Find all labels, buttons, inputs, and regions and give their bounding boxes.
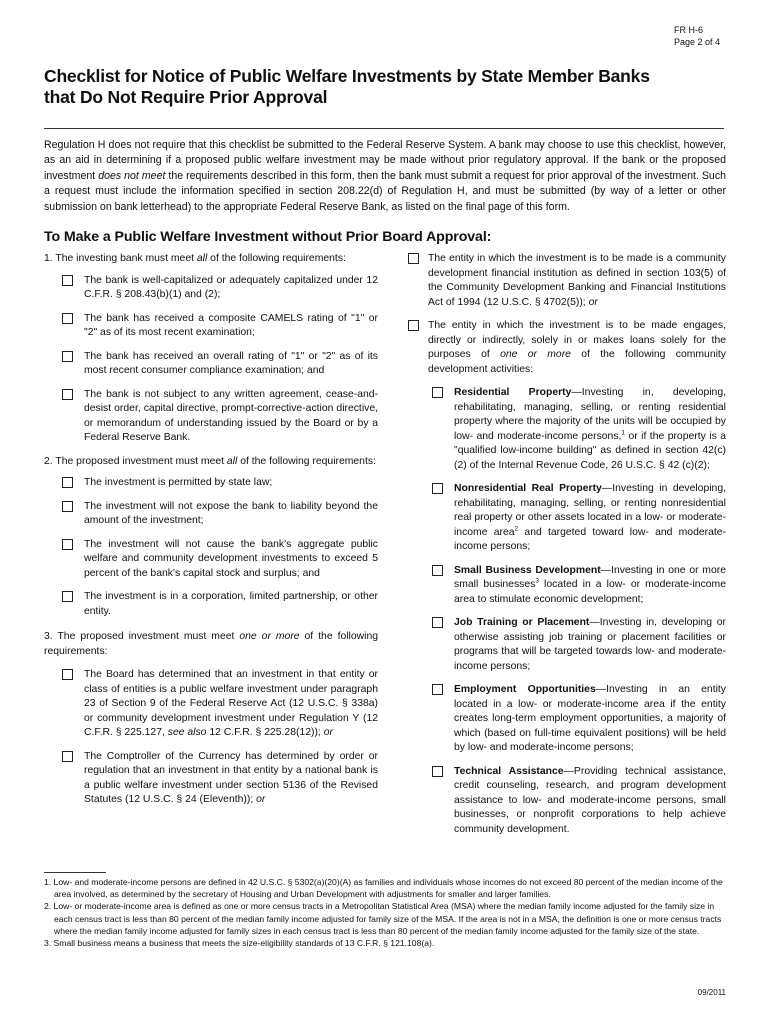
requirement-3 — [44, 630, 378, 659]
checklist-item — [404, 482, 726, 555]
req-text: The investing bank must meet — [55, 253, 197, 264]
item-text: The bank is not subject to any written agreement, cease-and-desist order, capital directive, prompt-corrective-action directive, or memorandum of understanding issued by the Board or by a Federal Reserve Bank. — [84, 388, 378, 443]
checkbox-capitalized[interactable] — [62, 275, 73, 286]
checklist-item — [404, 765, 726, 838]
item-text: The bank is well-capitalized or adequately capitalized under 12 C.F.R. § 208.43(b)(1) and (2); — [84, 274, 378, 300]
checkbox-entity[interactable] — [62, 591, 73, 602]
checkbox-liability[interactable] — [62, 501, 73, 512]
item-text: or if the property is a "qualified low-income building" as defined in section 42(c)(2) of the Internal Revenue Code, 26 U.S.C. § 42 (c)(2); — [454, 430, 726, 471]
item-text: —Investing in, developing or otherwise assisting job training or placement facilities or programs that will be targeted towards low- and moderate-income persons; — [454, 617, 726, 672]
item-text: 12 C.F.R. § 225.28(12)); — [206, 727, 324, 738]
form-identifier — [674, 24, 720, 48]
footnote-ref: 2 — [514, 525, 519, 533]
item-text: The investment will not expose the bank to liability beyond the amount of the investment; — [84, 500, 378, 526]
checklist-item — [404, 386, 726, 473]
checklist-item — [44, 312, 378, 341]
item-text: —Investing in an entity located in a low- or moderate-income area if the entity creates long-term employment opportunities, a majority of which (based on full-time equivalent positions) will be held by low- and moderate-income persons; — [454, 684, 726, 753]
item-text: —Investing in one or more small businesses — [454, 564, 726, 590]
item-text: of the following community development activities: — [428, 349, 727, 375]
item-text: The bank has received a composite CAMELS rating of "1" or "2" as of its most recent examination; — [84, 312, 378, 338]
footnote-divider — [44, 872, 106, 873]
checklist-item — [404, 319, 726, 377]
title-line-2: that Do Not Require Prior Approval — [44, 87, 328, 107]
footnote-3: 3. Small business means a business that meets the size-eligibility standards of 13 C.F.R. § 121.108(a). — [44, 938, 435, 949]
checkbox-employment[interactable] — [432, 684, 443, 695]
checklist-item — [44, 750, 378, 808]
requirement-2 — [44, 455, 378, 470]
checklist-item — [44, 350, 378, 379]
item-text: and targeted toward low- and moderate-income persons; — [454, 526, 727, 552]
checkbox-camels[interactable] — [62, 313, 73, 324]
intro-text-2: the requirements described in this form, then the bank must submit a request for prior approval of the investment. Such a request must include the information specified in section 208.22(d) of Regulation H, and must be submitted (by way of a letter or other submission on bank letterhead) to the appropriate Federal Reserve Bank, as listed on the final page of this form. — [44, 169, 727, 213]
item-title: Nonresidential Real Property — [454, 483, 602, 494]
item-text: The entity in which the investment is to be made engages, directly or indirectly, solely in or makes loans solely for the purposes of — [428, 320, 726, 360]
req-text: The proposed investment must meet — [57, 631, 240, 642]
checkbox-no-agreement[interactable] — [62, 389, 73, 400]
checklist-item — [44, 668, 378, 741]
checkbox-board-determined[interactable] — [62, 669, 73, 680]
item-title: Small Business Development — [454, 564, 601, 576]
left-column — [44, 252, 378, 808]
intro-paragraph — [44, 138, 726, 215]
item-text: The investment is in a corporation, limited partnership, or other entity. — [84, 591, 378, 617]
req-text: of the following requirements: — [237, 455, 376, 467]
checkbox-technical-assistance[interactable] — [432, 766, 443, 777]
form-code: FR H-6 — [673, 25, 703, 35]
item-text: located in a low- or moderate-income area to stimulate economic development; — [454, 579, 726, 605]
title-line-1: Checklist for Notice of Public Welfare Investments by State Member Banks — [44, 66, 650, 86]
form-date: 09/2011 — [697, 988, 726, 997]
footnotes — [44, 876, 728, 949]
req-number: 3. — [44, 631, 53, 642]
intro-text-1: Regulation H does not require that this checklist be submitted to the Federal Reserve System. A bank may choose to use this checklist, however, as an aid in determining if a proposed public welfare investment may be made without prior regulatory approval. If the bank or the proposed investment — [44, 139, 726, 182]
req-number: 2. — [44, 455, 53, 467]
checklist-item — [44, 388, 378, 446]
checkbox-small-business[interactable] — [432, 565, 443, 576]
req-text: of the following requirements: — [44, 631, 378, 657]
item-emphasis: one or more — [500, 349, 571, 360]
checkbox-community-development[interactable] — [408, 320, 419, 331]
req-number: 1. — [44, 253, 53, 264]
requirement-1 — [44, 252, 378, 267]
item-text: The investment will not cause the bank's aggregate public welfare and community development investments to exceed 5 percent of the bank's capital stock and surplus; and — [84, 538, 378, 579]
item-text: —Investing in developing, rehabilitating, managing, selling, or renting nonresidential real property or other assets located in a low- or moderate-income area — [454, 483, 726, 538]
checkbox-residential[interactable] — [432, 387, 443, 398]
checklist-item — [44, 274, 378, 303]
item-text: The entity in which the investment is to be made is a community development financial institution as defined in section 103(5) of the Community Development Banking and Financial Institutions Act of 1994 (12 U.S.C. § 4702(5)); — [428, 253, 726, 308]
title-divider — [44, 128, 724, 129]
checklist-item — [404, 616, 726, 674]
checkbox-job-training[interactable] — [432, 617, 443, 628]
item-text: —Providing technical assistance, credit counseling, research, and program development assistance to low- and moderate-income persons, small businesses, or nonprofit corporations to help achieve community development. — [454, 765, 726, 835]
item-text: The bank has received an overall rating of "1" or "2" as of its most recent consumer compliance examination; and — [84, 350, 378, 376]
checkbox-nonresidential[interactable] — [432, 483, 443, 494]
req-emphasis: all — [196, 253, 208, 264]
footnote-1: 1. Low- and moderate-income persons are defined in 42 U.S.C. § 5302(a)(20)(A) as families and individuals whose incomes do not exceed 80 percent of the median income of the area involved, as determined by the secretary of Housing and Urban Development with adjustments for smaller and larger families. — [44, 877, 723, 900]
intro-emphasis: does not meet — [98, 169, 166, 182]
req-text: The proposed investment must meet — [55, 455, 227, 467]
checklist-item — [404, 252, 726, 310]
item-emphasis: or — [323, 727, 333, 738]
footnote-2: 2. Low- or moderate-income area is defined as one or more census tracts in a Metropolitan Statistical Area (MSA) where the median family income adjusted for the family size in each census tract is less than 80 percent of the median family income adjusted for family size of the MSA. If the area is not in a MSA, the definition is one or more census tracts where the median family income adjusted for family sizes in each census tract is less than 80 percent of the median family income adjusted for the family size of the state. — [44, 901, 722, 936]
req-text: of the following requirements: — [207, 253, 346, 264]
item-emphasis: or — [256, 794, 266, 805]
item-title: Job Training or Placement — [454, 617, 590, 628]
page-title — [44, 66, 724, 108]
item-text: The investment is permitted by state law; — [84, 477, 273, 488]
footnote-ref: 3 — [535, 577, 539, 585]
checklist-item — [44, 476, 378, 491]
item-emphasis: see also — [167, 727, 207, 738]
footnote-ref: 1 — [621, 429, 626, 437]
checklist-item — [404, 683, 726, 756]
item-title: Employment Opportunities — [454, 684, 596, 695]
checkbox-cdfi[interactable] — [408, 253, 419, 264]
right-column — [404, 252, 726, 837]
item-title: Residential Property — [454, 387, 572, 398]
page-number: Page 2 of 4 — [673, 37, 720, 47]
checklist-item — [44, 590, 378, 619]
checkbox-state-law[interactable] — [62, 477, 73, 488]
section-title: To Make a Public Welfare Investment without Prior Board Approval: — [44, 229, 492, 245]
item-text: The Comptroller of the Currency has determined by order or regulation that an investment in that entity by a national bank is a public welfare investment under section 5136 of the Revised Statutes (12 U.S.C. § 24 (Eleventh)); — [84, 750, 378, 805]
checkbox-comptroller[interactable] — [62, 751, 73, 762]
checkbox-aggregate[interactable] — [62, 539, 73, 550]
req-emphasis: one or more — [239, 631, 300, 642]
req-emphasis: all — [226, 455, 238, 467]
item-title: Technical Assistance — [454, 765, 564, 777]
checklist-item — [44, 538, 378, 582]
checkbox-compliance[interactable] — [62, 351, 73, 362]
checklist-item — [404, 564, 726, 608]
item-text: The Board has determined that an investment in that entity or class of entities is a public welfare investment under paragraph 23 of Section 9 of the Federal Reserve Act (12 U.S.C. § 338a) or community development investment under Regulation Y (12 C.F.R. § 225.127, — [84, 669, 378, 738]
item-text: —Investing in, developing, rehabilitating, managing, selling, or renting residential property where the majority of the units will be occupied by low- and moderate-income persons, — [454, 387, 726, 442]
item-emphasis: or — [588, 296, 598, 308]
checklist-item — [44, 500, 378, 529]
